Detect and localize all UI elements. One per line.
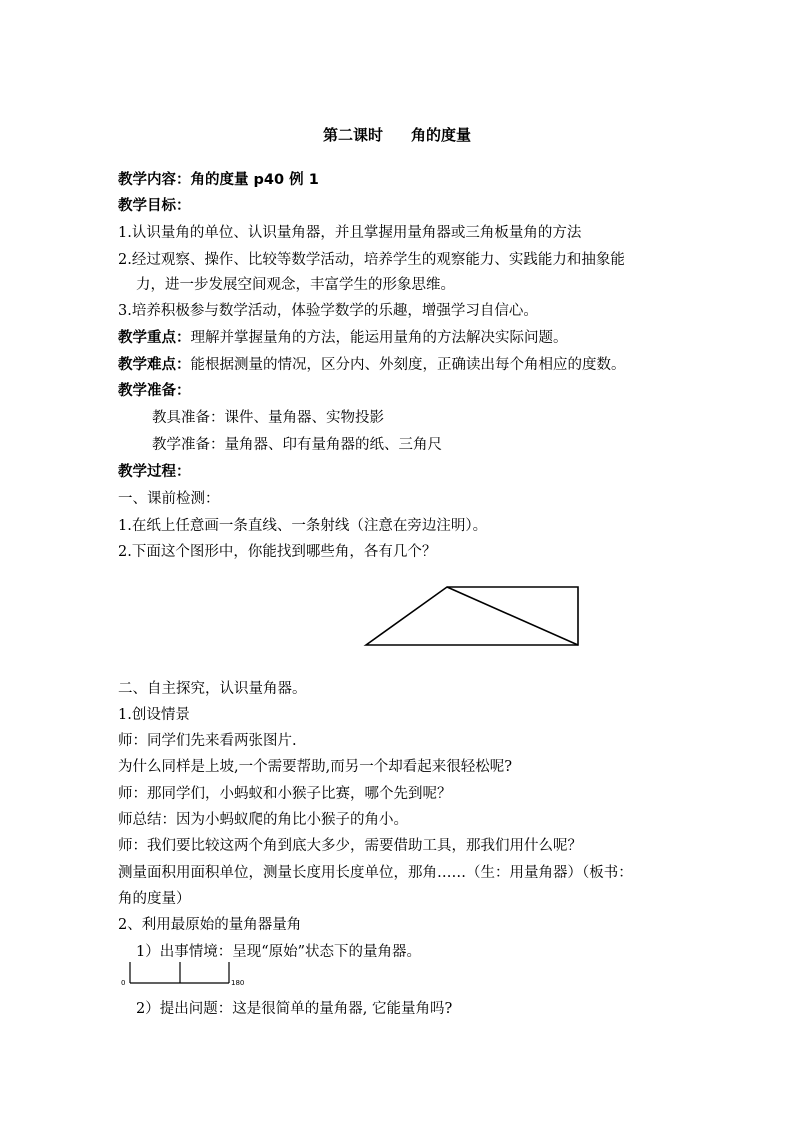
protractor-180-label: 180	[231, 979, 245, 987]
section-1-heading: 一、课前检测：	[118, 491, 220, 507]
lesson-topic: 角的度量	[411, 126, 472, 144]
trapezoid-diagonal	[447, 587, 578, 645]
goal-1: 1.认识量角的单位、认识量角器，并且掌握用量角器或三角板量角的方法	[118, 225, 582, 241]
key-point-label: 教学重点：	[118, 330, 191, 346]
lesson-number: 第二课时	[322, 126, 383, 144]
difficulty-label: 教学难点：	[118, 357, 191, 373]
difficulty-text: 能根据测量的情况，区分内、外刻度，正确读出每个角相应的度数。	[190, 357, 626, 373]
dialogue-line-6-cont: 角的度量）	[118, 891, 191, 907]
teaching-content-text: 角的度量 p40 例 1	[190, 172, 319, 188]
prep-student: 教学准备：量角器、印有量角器的纸、三角尺	[152, 437, 442, 453]
dialogue-line-4: 师总结：因为小蚂蚁爬的角比小猴子的角小。	[118, 812, 408, 828]
step-1-text: 1）出事情境：呈现“原始”状态下的量角器。	[136, 944, 422, 960]
goals-heading: 教学目标：	[118, 198, 191, 214]
dialogue-line-2: 为什么同样是上坡,一个需要帮助,而另一个却看起来很轻松呢?	[118, 759, 512, 775]
teaching-content-label: 教学内容：	[118, 172, 191, 188]
section-1-question-2: 2.下面这个图形中，你能找到哪些角，各有几个？	[118, 544, 437, 560]
section-1-question-1: 1.在纸上任意画一条直线、一条射线（注意在旁边注明）。	[118, 518, 488, 534]
goal-2: 2.经过观察、操作、比较等数学活动，培养学生的观察能力、实践能力和抽象能	[118, 252, 625, 268]
section-2-heading: 二、自主探究，认识量角器。	[118, 681, 307, 697]
dialogue-line-6: 测量面积用面积单位，测量长度用长度单位，那角……（生：用量角器）（板书：	[118, 865, 633, 881]
goal-3: 3.培养积极参与数学活动，体验学数学的乐趣，增强学习自信心。	[118, 303, 538, 319]
dialogue-line-5: 师：我们要比较这两个角到底大多少，需要借助工具，那我们用什么呢？	[118, 838, 582, 854]
prep-heading: 教学准备：	[118, 383, 191, 399]
trapezoid-outline	[366, 587, 578, 645]
prep-teacher: 教具准备：课件、量角器、实物投影	[152, 410, 384, 426]
primitive-protractor	[130, 962, 229, 983]
step-2-text: 2）提出问题：这是很简单的量角器, 它能量角吗?	[136, 1001, 453, 1017]
dialogue-line-3: 师：那同学们，小蚂蚁和小猴子比赛，哪个先到呢？	[118, 786, 452, 802]
section-2-step-2: 2、利用最原始的量角器量角	[118, 917, 302, 933]
trapezoid-figure	[366, 587, 578, 645]
dialogue-line-1: 师：同学们先来看两张图片.	[118, 733, 297, 749]
protractor-zero-label: 0	[121, 979, 126, 987]
goal-2-cont: 力，进一步发展空间观念，丰富学生的形象思维。	[136, 277, 455, 293]
section-2-step-1: 1.创设情景	[118, 707, 190, 723]
key-point-text: 理解并掌握量角的方法，能运用量角的方法解决实际问题。	[190, 330, 568, 346]
process-heading: 教学过程：	[118, 464, 191, 480]
